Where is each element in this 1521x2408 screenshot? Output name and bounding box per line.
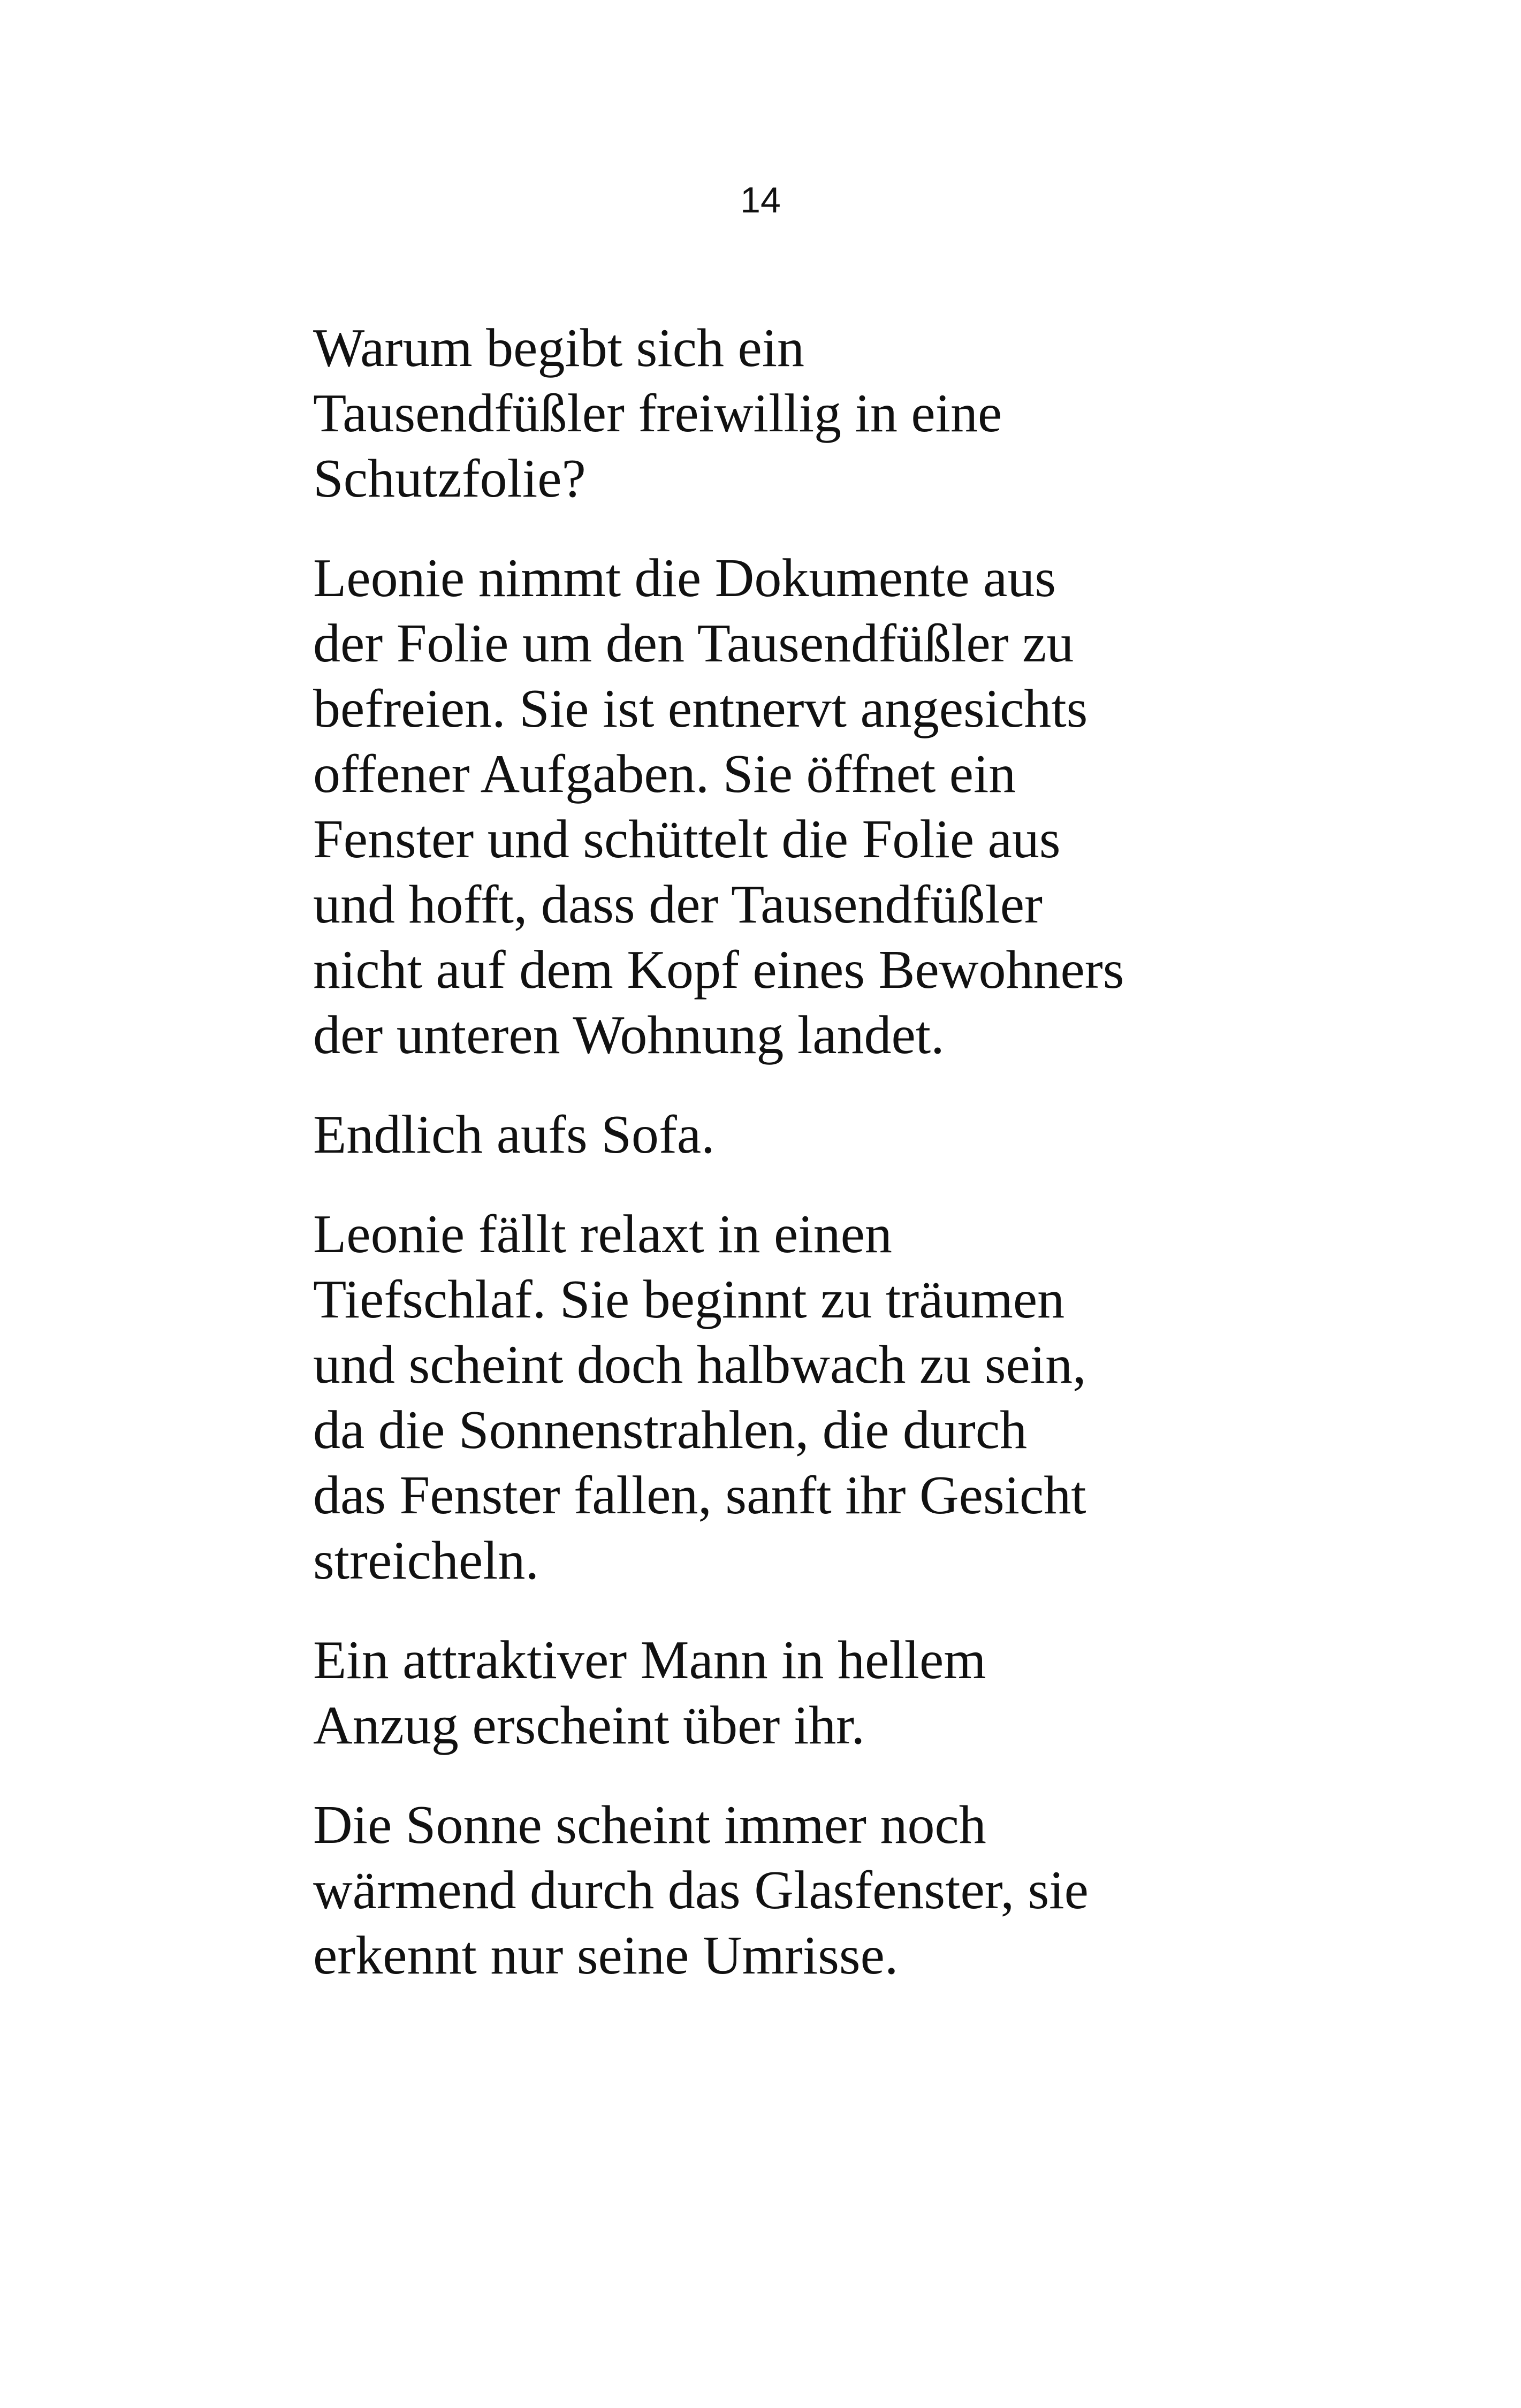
- text-line: wärmend durch das Glasfenster, sie: [313, 1860, 1089, 1921]
- text-line: Warum begibt sich ein: [313, 318, 805, 378]
- text-line: das Fenster fallen, sanft ihr Gesicht: [313, 1465, 1086, 1526]
- text-line: Fenster und schüttelt die Folie aus: [313, 809, 1061, 870]
- text-line: befreien. Sie ist entnervt angesichts: [313, 679, 1088, 739]
- text-line: offener Aufgaben. Sie öffnet ein: [313, 744, 1016, 804]
- paragraph: [313, 1202, 1223, 1594]
- text-line: und hofft, dass der Tausendfüßler: [313, 874, 1043, 935]
- text-line: Schutzfolie?: [313, 448, 586, 509]
- text-line: Tiefschlaf. Sie beginnt zu träumen: [313, 1269, 1065, 1330]
- text-line: erkennt nur seine Umrisse.: [313, 1925, 899, 1986]
- text-line: der Folie um den Tausendfüßler zu: [313, 613, 1074, 674]
- text-line: Leonie nimmt die Dokumente aus: [313, 548, 1056, 608]
- text-line: Tausendfüßler freiwillig in eine: [313, 383, 1002, 444]
- paragraph: [313, 1102, 1223, 1168]
- text-line: Die Sonne scheint immer noch: [313, 1795, 986, 1855]
- text-line: streicheln.: [313, 1530, 539, 1591]
- text-line: Ein attraktiver Mann in hellem: [313, 1630, 986, 1690]
- body-text: [313, 316, 1223, 2023]
- text-line: der unteren Wohnung landet.: [313, 1005, 945, 1065]
- text-line: Anzug erscheint über ihr.: [313, 1695, 865, 1756]
- paragraph: [313, 546, 1223, 1068]
- text-line: und scheint doch halbwach zu sein,: [313, 1335, 1086, 1395]
- text-line: Leonie fällt relaxt in einen: [313, 1204, 892, 1264]
- text-line: Endlich aufs Sofa.: [313, 1104, 715, 1165]
- text-line: da die Sonnenstrahlen, die durch: [313, 1400, 1028, 1460]
- paragraph: [313, 1793, 1223, 1988]
- page-number: 14: [740, 180, 781, 220]
- paragraph: [313, 1628, 1223, 1758]
- paragraph: [313, 316, 1223, 512]
- text-line: nicht auf dem Kopf eines Bewohners: [313, 940, 1124, 1000]
